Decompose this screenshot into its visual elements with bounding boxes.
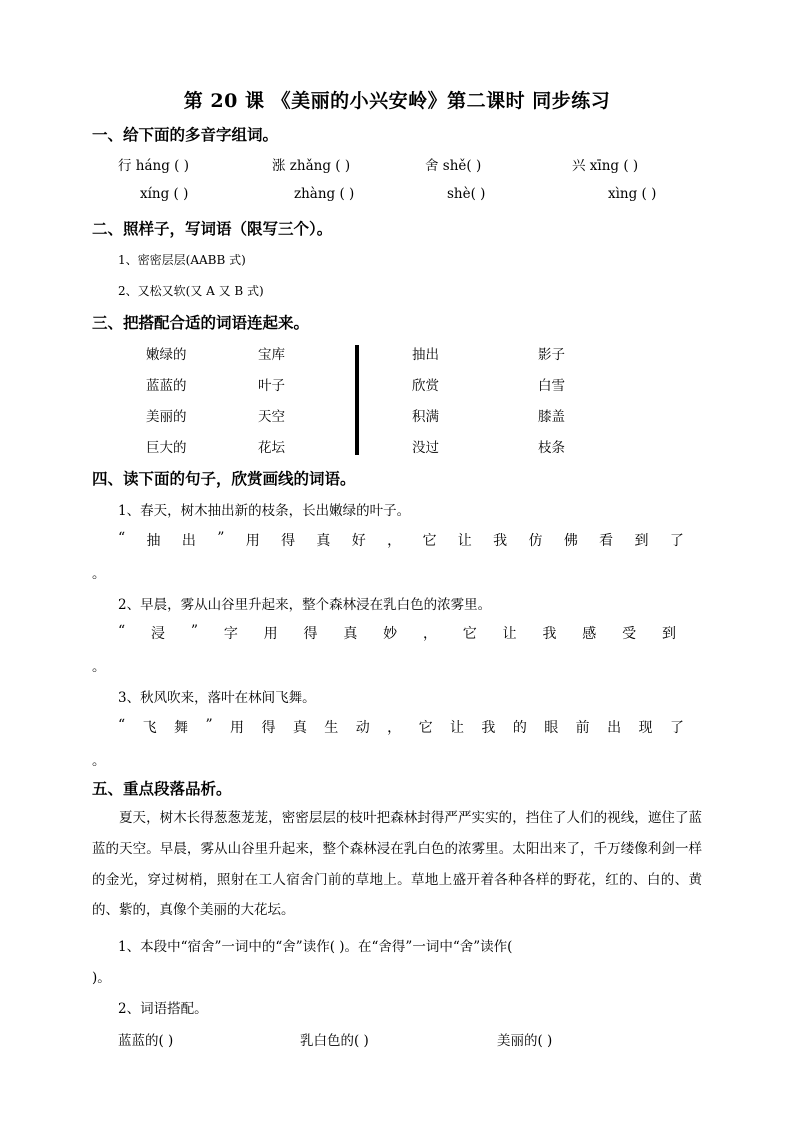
- match-word: 花坛: [258, 440, 285, 456]
- page-title: 第 20 课 《美丽的小兴安岭》第二课时 同步练习: [183, 90, 611, 112]
- sentence-2: 2、早晨，雾从山谷里升起来，整个森林浸在乳白色的浓雾里。: [118, 597, 492, 613]
- fill-blank: 美丽的( ): [497, 1033, 553, 1049]
- match-word: 美丽的: [146, 409, 187, 425]
- match-word: 蓝蓝的: [146, 378, 187, 394]
- section-2-item: 2、又松又软(又 A 又 B 式): [118, 284, 264, 298]
- pinyin-item: 舍 shě( ): [425, 158, 482, 174]
- passage-paragraph: 夏天，树木长得葱葱茏茏，密密层层的枝叶把森林封得严严实实的，挡住了人们的视线，遮住了蓝蓝的天空。早晨，雾从山谷里升起来，整个森林浸在乳白色的浓雾里。太阳出来了，千万缕像利剑一样的金光，穿过树梢，照射在工人宿舍门前的草地上。草地上盛开着各种各样的野花，红的、白的、黄的、紫的，真像个美丽的大花坛。: [92, 810, 702, 919]
- question-1-end: )。: [92, 970, 111, 986]
- match-word: 膝盖: [538, 409, 565, 425]
- match-word: 天空: [258, 409, 285, 425]
- match-word: 白雪: [538, 378, 565, 394]
- fill-blank: 乳白色的( ): [300, 1033, 369, 1049]
- match-word: 抽出: [412, 347, 439, 363]
- answer-line-1: “ 抽 出 ” 用 得 真 好 ， 它 让 我 仿 佛 看 到 了: [118, 530, 684, 549]
- section-1-heading: 一、给下面的多音字组词。: [92, 125, 279, 144]
- answer-end-mark: 。: [92, 566, 106, 582]
- match-word: 欣赏: [412, 378, 439, 394]
- answer-line-3: “ 飞 舞 ” 用 得 真 生 动 ， 它 让 我 的 眼 前 出 现 了: [118, 717, 684, 736]
- match-word: 没过: [412, 440, 439, 456]
- match-word: 叶子: [258, 378, 285, 394]
- section-3-heading: 三、把搭配合适的词语连起来。: [92, 313, 310, 332]
- pinyin-item: shè( ): [447, 186, 486, 202]
- pinyin-item: 行 háng ( ): [118, 158, 189, 174]
- answer-end-mark: 。: [92, 753, 106, 769]
- section-2-item: 1、密密层层(AABB 式): [118, 253, 246, 267]
- pinyin-item: 涨 zhǎng ( ): [272, 158, 351, 174]
- answer-line-2: “ 浸 ” 字 用 得 真 妙 ， 它 让 我 感 受 到: [118, 623, 676, 642]
- match-word: 巨大的: [146, 440, 187, 456]
- section-5-heading: 五、重点段落品析。: [92, 779, 232, 798]
- match-word: 嫩绿的: [146, 347, 187, 363]
- match-word: 积满: [412, 409, 439, 425]
- pinyin-item: xìng ( ): [608, 186, 657, 202]
- sentence-3: 3、秋风吹来，落叶在林间飞舞。: [118, 690, 316, 706]
- match-word: 宝库: [258, 347, 285, 363]
- column-divider: [355, 345, 359, 455]
- match-word: 影子: [538, 347, 565, 363]
- pinyin-item: xíng ( ): [140, 186, 189, 202]
- section-2-heading: 二、照样子，写词语（限写三个）。: [92, 219, 333, 238]
- match-word: 枝条: [538, 440, 565, 456]
- sentence-1: 1、春天，树木抽出新的枝条，长出嫩绿的叶子。: [118, 503, 411, 519]
- fill-blank: 蓝蓝的( ): [118, 1033, 174, 1049]
- pinyin-item: 兴 xīng ( ): [572, 158, 639, 174]
- question-2: 2、词语搭配。: [118, 1001, 208, 1017]
- answer-end-mark: 。: [92, 659, 106, 675]
- pinyin-item: zhàng ( ): [294, 186, 355, 202]
- question-1: 1、本段中“宿舍”一词中的“舍”读作( )。在“舍得”一词中“舍”读作(: [118, 939, 513, 955]
- section-4-heading: 四、读下面的句子，欣赏画线的词语。: [92, 469, 356, 488]
